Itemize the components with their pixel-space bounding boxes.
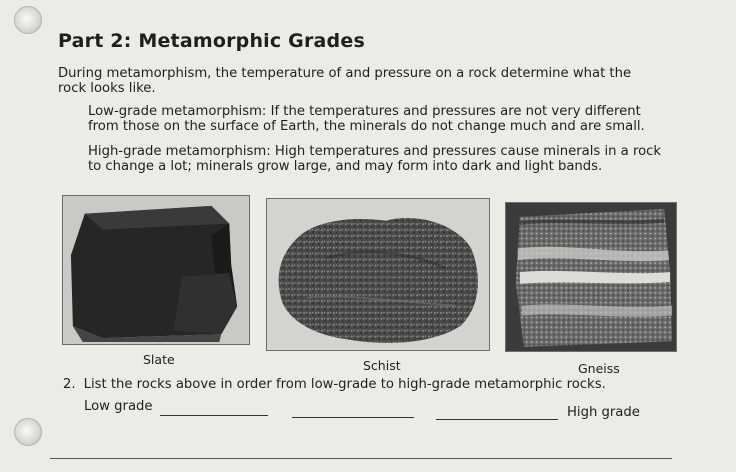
slate-photo xyxy=(62,195,250,345)
intro-paragraph: During metamorphism, the temperature of and pressure on a rock determine what the rock looks like. xyxy=(58,66,632,96)
high-grade-label: High grade xyxy=(567,405,640,420)
schist-photo xyxy=(266,198,490,351)
punch-hole-bottom xyxy=(14,418,42,446)
section-heading: Part 2: Metamorphic Grades xyxy=(58,30,365,52)
answer-blank-3[interactable] xyxy=(436,419,558,420)
gneiss-photo xyxy=(505,202,677,352)
question-number: 2. xyxy=(63,377,76,392)
high-grade-definition: High-grade metamorphism: High temperatures and pressures cause minerals in a rock to change a lot; minerals grow large, and may form into dark and light bands. xyxy=(88,144,662,174)
low-grade-definition: Low-grade metamorphism: If the temperatures and pressures are not very different from those on the surface of Earth, the minerals do not change much and are small. xyxy=(88,104,645,134)
low-grade-label: Low grade xyxy=(84,399,153,414)
schist-caption: Schist xyxy=(363,358,401,373)
answer-blank-2[interactable] xyxy=(292,417,414,418)
question-text: List the rocks above in order from low-grade to high-grade metamorphic rocks. xyxy=(83,377,606,392)
slate-caption: Slate xyxy=(143,352,175,367)
bottom-rule xyxy=(50,458,672,459)
answer-blank-1[interactable] xyxy=(160,415,268,416)
gneiss-caption: Gneiss xyxy=(578,361,620,376)
question-2 xyxy=(63,377,606,392)
punch-hole-top xyxy=(14,6,42,34)
